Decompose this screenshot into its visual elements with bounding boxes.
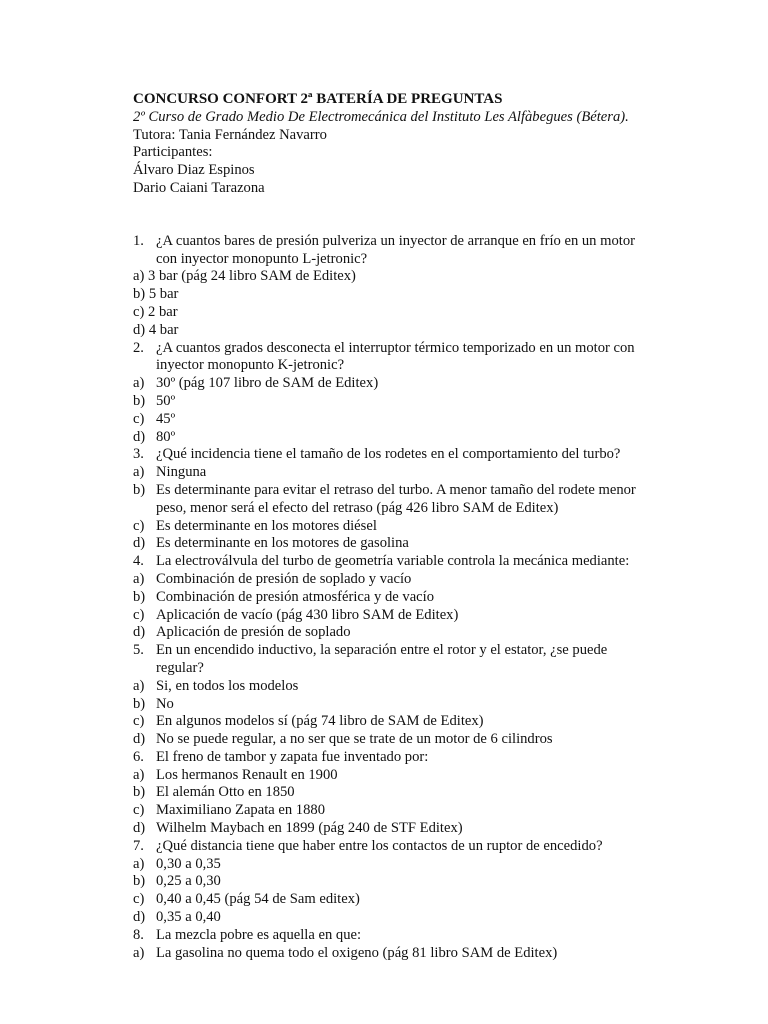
- option-text: Es determinante en los motores de gasolina: [156, 535, 409, 552]
- option-label: d): [133, 909, 146, 926]
- option-text: 50º: [156, 392, 176, 409]
- question-item: [133, 927, 653, 945]
- option-label: d): [133, 535, 146, 552]
- answer-option: [133, 784, 653, 802]
- option-text: No: [156, 695, 174, 712]
- option-text: Ninguna: [156, 464, 207, 481]
- option-label: b): [133, 873, 146, 890]
- option-label: a): [133, 855, 145, 872]
- option-text: En algunos modelos sí (pág 74 libro de SAM de Editex): [156, 713, 484, 730]
- answer-option: [133, 678, 653, 696]
- option-text: 0,25 a 0,30: [156, 873, 221, 890]
- answer-option: [133, 607, 653, 625]
- answer-option: [133, 464, 653, 482]
- option-text: 0,40 a 0,45 (pág 54 de Sam editex): [156, 891, 360, 908]
- option-text: Si, en todos los modelos: [156, 677, 299, 694]
- question-number: 2.: [133, 339, 144, 356]
- answer-option: [133, 322, 653, 340]
- option-text: Maximiliano Zapata en 1880: [156, 802, 325, 819]
- spacer: [133, 198, 653, 233]
- option-label: a): [133, 375, 145, 392]
- answer-option: [133, 304, 653, 322]
- question-number: 6.: [133, 748, 144, 765]
- option-label: b): [133, 481, 146, 498]
- option-label: c): [133, 713, 145, 730]
- answer-option: [133, 909, 653, 927]
- question-text: La electroválvula del turbo de geometría variable controla la mecánica mediante:: [156, 553, 630, 570]
- option-label: b): [133, 286, 146, 303]
- question-text: ¿A cuantos grados desconecta el interruptor térmico temporizado en un motor con inyector monopunto K-jetronic?: [156, 339, 635, 374]
- option-text: Combinación de presión atmosférica y de vacío: [156, 588, 435, 605]
- option-text: Es determinante en los motores diésel: [156, 517, 377, 534]
- question-text: ¿Qué incidencia tiene el tamaño de los rodetes en el comportamiento del turbo?: [156, 446, 621, 463]
- option-text: 4 bar: [148, 321, 179, 338]
- answer-option: [133, 713, 653, 731]
- answer-option: [133, 731, 653, 749]
- option-label: d): [133, 428, 146, 445]
- answer-option: [133, 393, 653, 411]
- answer-option: [133, 945, 653, 963]
- option-label: a): [133, 570, 145, 587]
- option-label: b): [133, 392, 146, 409]
- participant-name: Álvaro Diaz Espinos: [133, 162, 255, 179]
- question-item: [133, 553, 653, 571]
- option-label: a): [133, 268, 145, 285]
- answer-option: [133, 856, 653, 874]
- option-label: c): [133, 410, 145, 427]
- option-text: 0,30 a 0,35: [156, 855, 221, 872]
- tutor-line: Tutora: Tania Fernández Navarro: [133, 126, 327, 143]
- question-item: [133, 233, 653, 269]
- document-page: [133, 91, 653, 962]
- answer-option: [133, 802, 653, 820]
- question-text: El freno de tambor y zapata fue inventado por:: [156, 748, 429, 765]
- option-label: d): [133, 321, 146, 338]
- option-text: 45º: [156, 410, 176, 427]
- question-number: 7.: [133, 837, 144, 854]
- participants-label: Participantes:: [133, 144, 213, 161]
- answer-option: [133, 891, 653, 909]
- answer-option: [133, 624, 653, 642]
- answer-option: [133, 268, 653, 286]
- answer-option: [133, 429, 653, 447]
- option-text: Combinación de presión de soplado y vacío: [156, 570, 412, 587]
- option-label: c): [133, 802, 145, 819]
- option-label: d): [133, 820, 146, 837]
- option-text: 80º: [156, 428, 176, 445]
- option-text: 3 bar (pág 24 libro SAM de Editex): [148, 268, 356, 285]
- option-label: b): [133, 695, 146, 712]
- option-label: c): [133, 303, 145, 320]
- option-label: b): [133, 784, 146, 801]
- question-text: La mezcla pobre es aquella en que:: [156, 926, 362, 943]
- question-item: [133, 838, 653, 856]
- question-number: 3.: [133, 446, 144, 463]
- question-list: [133, 233, 653, 963]
- option-label: d): [133, 624, 146, 641]
- question-item: [133, 642, 653, 678]
- question-item: [133, 446, 653, 464]
- option-text: Los hermanos Renault en 1900: [156, 766, 338, 783]
- option-text: Es determinante para evitar el retraso del turbo. A menor tamaño del rodete menor peso, menor será el efecto del retraso (pág 426 libro SAM de Editex): [156, 481, 636, 516]
- option-label: a): [133, 944, 145, 961]
- answer-option: [133, 286, 653, 304]
- option-text: 30º (pág 107 libro de SAM de Editex): [156, 375, 379, 392]
- option-label: c): [133, 891, 145, 908]
- document-subtitle: 2º Curso de Grado Medio De Electromecánica del Instituto Les Alfàbegues (Bétera).: [133, 108, 629, 125]
- question-text: ¿A cuantos bares de presión pulveriza un inyector de arranque en frío en un motor con inyector monopunto L-jetronic?: [156, 232, 635, 267]
- option-label: a): [133, 677, 145, 694]
- question-number: 1.: [133, 232, 144, 249]
- answer-option: [133, 482, 653, 518]
- question-item: [133, 340, 653, 376]
- answer-option: [133, 767, 653, 785]
- option-label: a): [133, 766, 145, 783]
- question-text: ¿Qué distancia tiene que haber entre los contactos de un ruptor de encedido?: [156, 837, 603, 854]
- option-text: 5 bar: [148, 286, 179, 303]
- answer-option: [133, 375, 653, 393]
- option-text: Aplicación de vacío (pág 430 libro SAM de Editex): [156, 606, 459, 623]
- document-title: CONCURSO CONFORT 2ª BATERÍA DE PREGUNTAS: [133, 91, 503, 107]
- answer-option: [133, 589, 653, 607]
- option-text: El alemán Otto en 1850: [156, 784, 295, 801]
- question-number: 8.: [133, 926, 144, 943]
- answer-option: [133, 535, 653, 553]
- option-label: c): [133, 517, 145, 534]
- answer-option: [133, 873, 653, 891]
- option-label: d): [133, 731, 146, 748]
- question-number: 4.: [133, 553, 144, 570]
- option-text: La gasolina no quema todo el oxigeno (pág 81 libro SAM de Editex): [156, 944, 558, 961]
- option-label: b): [133, 588, 146, 605]
- answer-option: [133, 411, 653, 429]
- option-label: a): [133, 464, 145, 481]
- answer-option: [133, 571, 653, 589]
- option-text: 2 bar: [148, 303, 178, 320]
- option-text: Aplicación de presión de soplado: [156, 624, 351, 641]
- option-text: No se puede regular, a no ser que se trate de un motor de 6 cilindros: [156, 731, 553, 748]
- question-item: [133, 749, 653, 767]
- answer-option: [133, 820, 653, 838]
- option-text: Wilhelm Maybach en 1899 (pág 240 de STF Editex): [156, 820, 463, 837]
- answer-option: [133, 696, 653, 714]
- question-number: 5.: [133, 642, 144, 659]
- answer-option: [133, 518, 653, 536]
- option-label: c): [133, 606, 145, 623]
- option-text: 0,35 a 0,40: [156, 909, 221, 926]
- participant-name: Dario Caiani Tarazona: [133, 179, 265, 196]
- question-text: En un encendido inductivo, la separación entre el rotor y el estator, ¿se puede regular?: [156, 642, 608, 676]
